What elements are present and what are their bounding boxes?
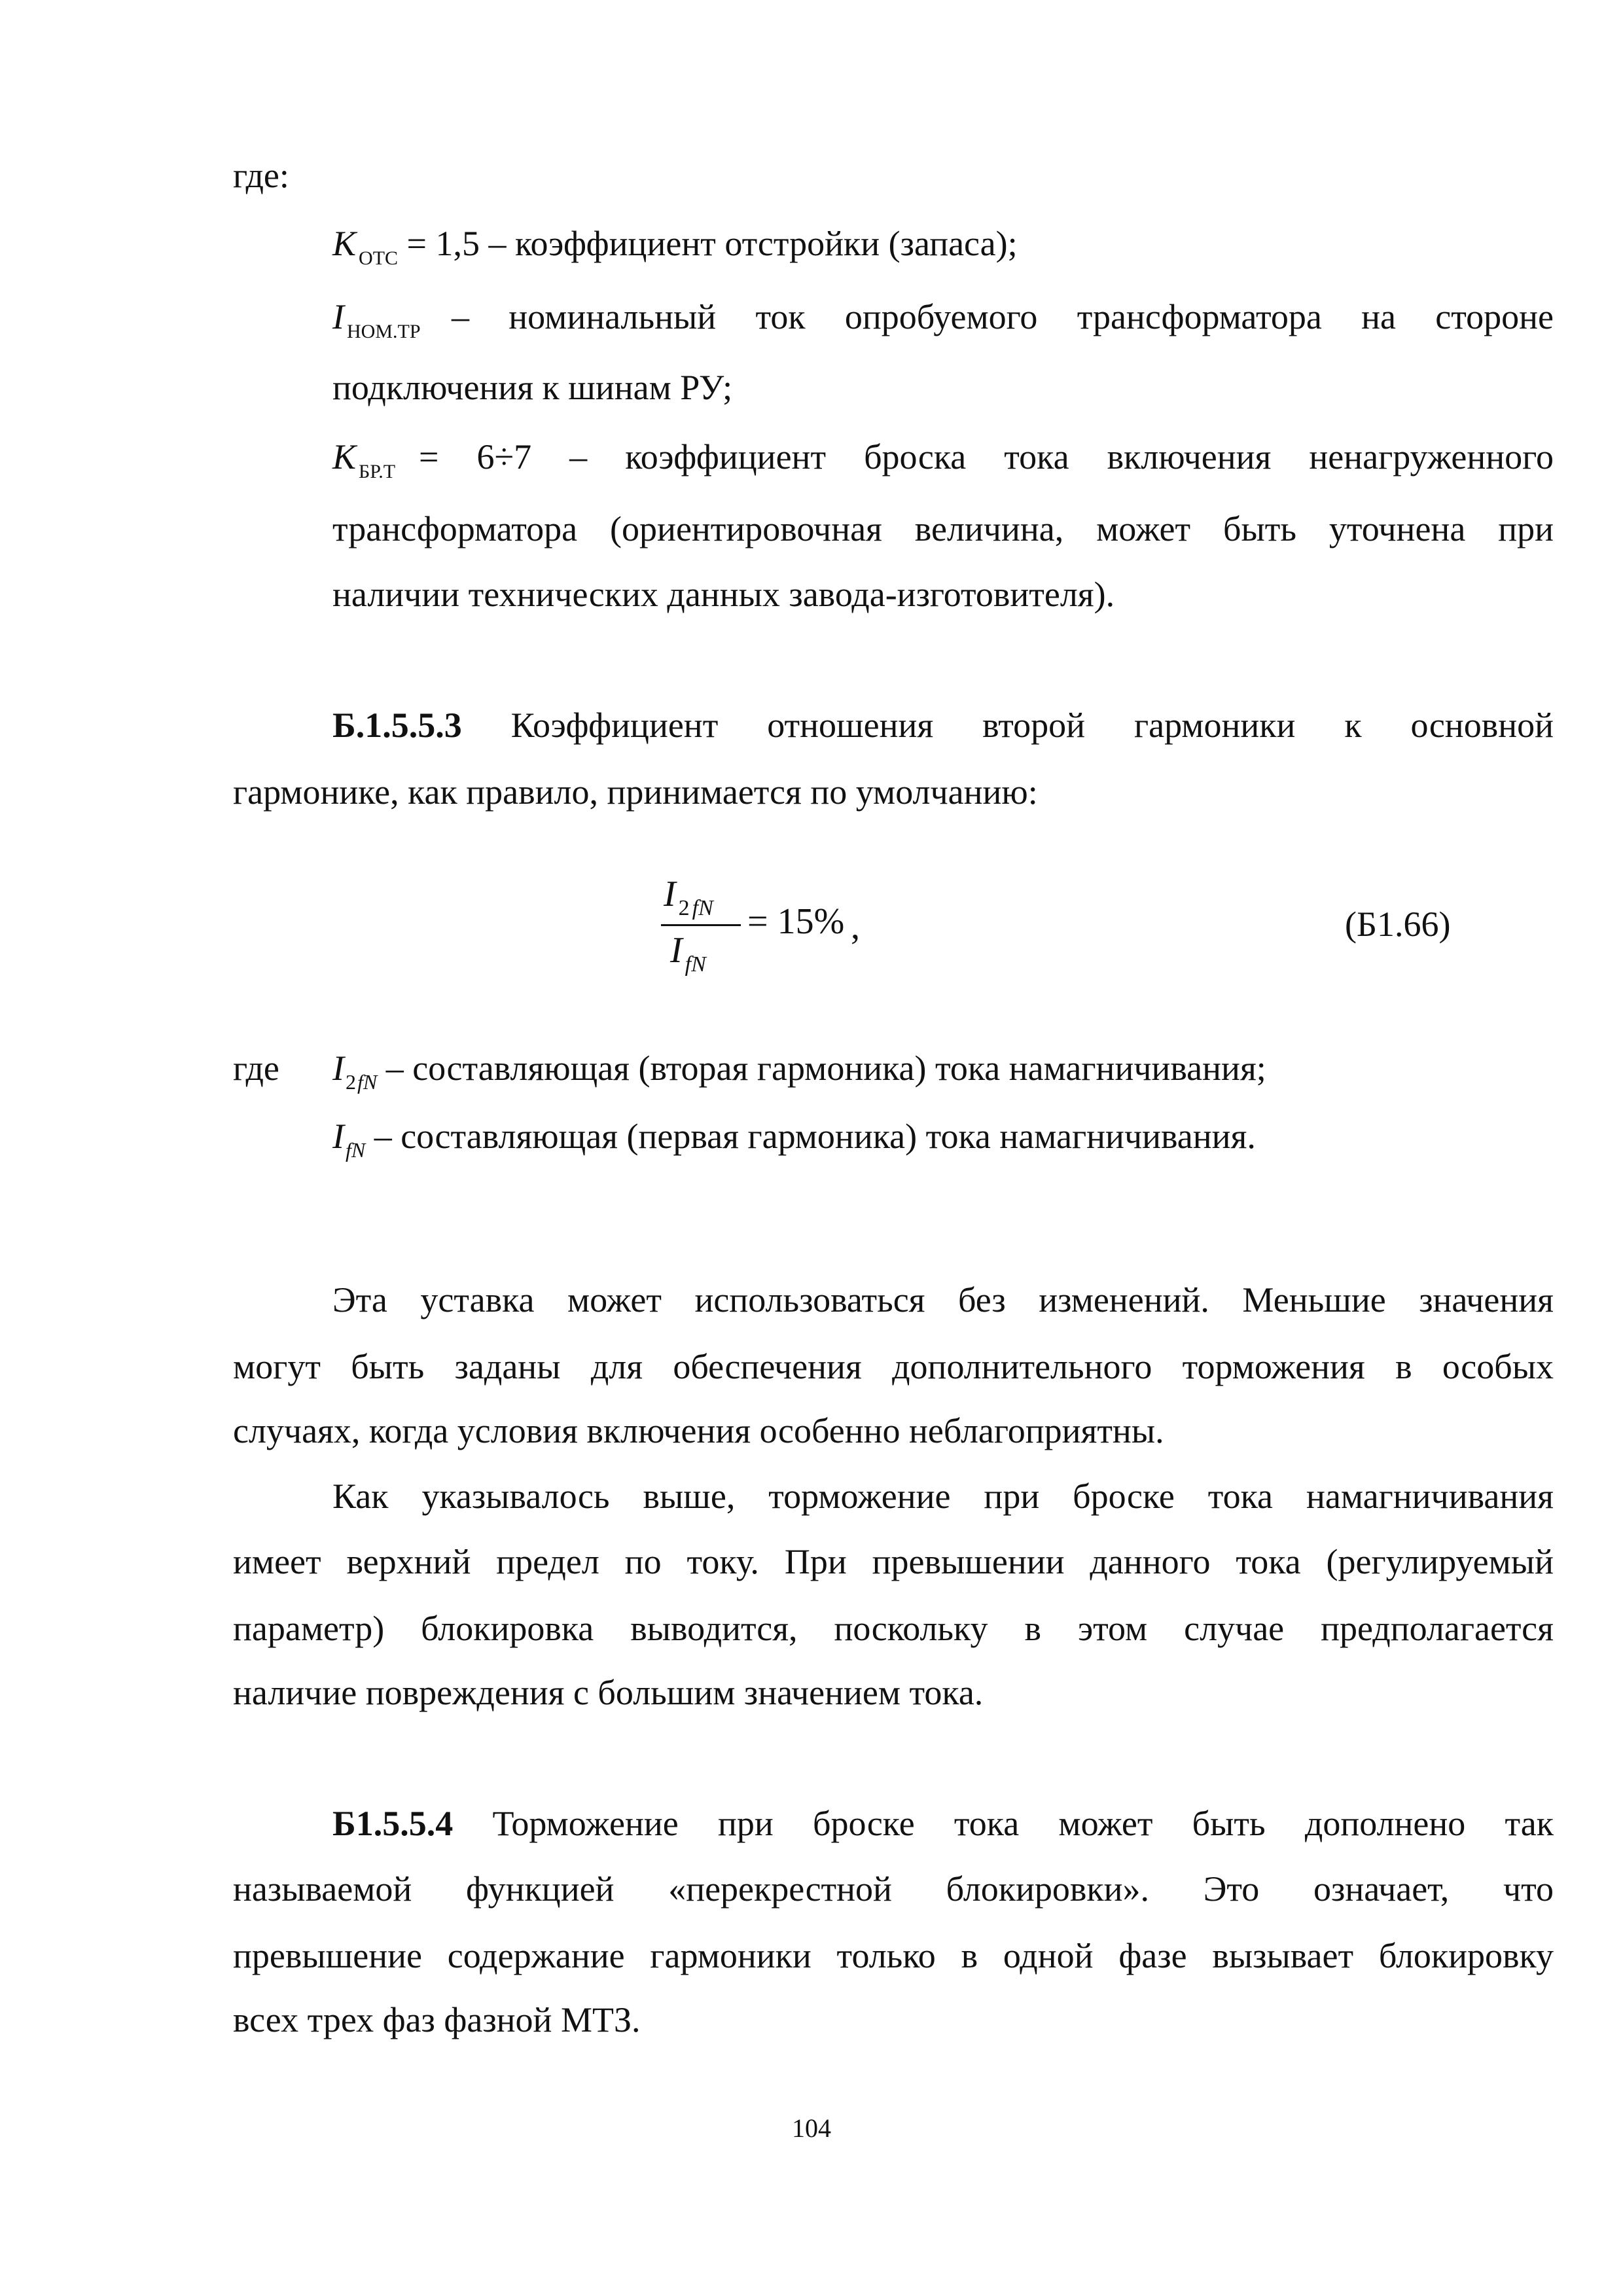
equation-label: (Б1.66) [1345,905,1451,944]
subscript-br-t: БР.Т [359,461,396,482]
formula-b1-66 [661,864,860,995]
paragraph-line: наличие повреждения с большим значением тока. [233,1673,984,1712]
definition-k-otc [332,223,1018,270]
paragraph-line: случаях, когда условия включения особенно неблагоприятны. [233,1411,1164,1450]
section-number: Б1.5.5.4 [332,1804,454,1843]
definition-ifn: $I_{fN}$ – составляющая (первая гармоника) тока намагничивания. [332,1117,1256,1162]
section-text-line: гармонике, как правило, принимается по умолчанию: [233,772,1038,812]
page-number: 104 [792,2113,831,2143]
section-text-line: называемой функцией «перекрестной блокировки». Это означает, что [233,1869,1554,1909]
formula-denominator: I $_{fN}$ [670,930,706,977]
section-number: Б.1.5.5.3 [332,706,462,745]
paragraph-line: могут быть заданы для обеспечения дополнительного торможения в особых [233,1347,1554,1386]
paragraph-line: Как указывалось выше, торможение при броске тока намагничивания [332,1477,1554,1516]
paragraph-line: Эта уставка может использоваться без изменений. Меньшие значения [332,1280,1554,1319]
fraction-line [661,924,741,926]
section-heading-line: Б.1.5.5.3 Коэффициент отношения второй гармоники к основной [332,706,1554,745]
subscript-otc: ОТС [359,247,399,269]
paragraph-line: параметр) блокировка выводится, поскольку в этом случае предполагается [233,1609,1554,1648]
subscript-nom-tr: НОМ.ТР [346,321,421,342]
paragraph-line: имеет верхний предел по току. При превышении данного тока (регулируемый [233,1542,1554,1581]
variable-i-nom: I $_{НОМ.ТР}$ [332,297,421,342]
definition-line: – номинальный ток опробуемого трансформатора на стороне [452,297,1554,336]
formula-rhs: = 15% [747,901,845,942]
definition-line: = 6÷7 – коэффициент броска тока включения ненагруженного [419,437,1554,476]
intro-where: где: [233,156,289,195]
definition-text: = 1,5 – коэффициент отстройки (запаса); [398,224,1018,263]
definition-line: подключения к шинам РУ; [332,368,733,407]
where-lead: где [233,1049,279,1088]
definition-line: наличии технических данных завода-изготовителя). [332,575,1115,614]
formula-comma: , [851,906,860,947]
section-heading-line: Б1.5.5.4 Торможение при броске тока может быть дополнено так [332,1804,1554,1843]
formula-numerator: I $_2$ $_{fN}$ [664,874,713,920]
definition-line: трансформатора (ориентировочная величина, может быть уточнена при [332,509,1554,548]
definition-i2fn: $I_{2fN}$ – составляющая (вторая гармоника) тока намагничивания; [332,1049,1266,1094]
variable-k-br: K $_{БР.Т}$ [332,437,396,482]
section-text-line: превышение содержание гармоники только в одной фазе вызывает блокировку [233,1936,1554,1975]
variable-k: K [332,224,357,263]
section-text-line: всех трех фаз фазной МТЗ. [233,2000,641,2039]
